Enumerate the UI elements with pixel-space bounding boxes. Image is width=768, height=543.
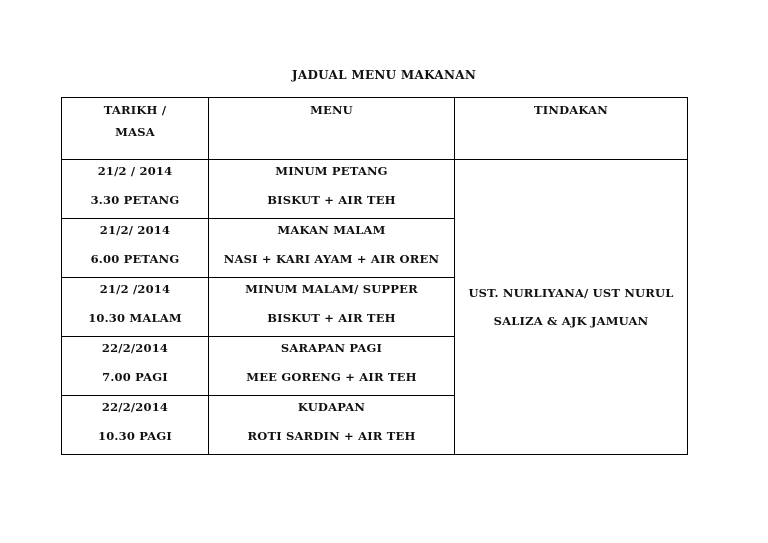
row-menu-title: KUDAPAN [297, 400, 366, 414]
menu-cell [209, 219, 455, 278]
table-row [62, 160, 688, 219]
row-time: 6.00 PETANG [90, 252, 180, 266]
row-menu-title: SARAPAN PAGI [280, 341, 383, 355]
row-time: 10.30 PAGI [98, 429, 172, 443]
header-tindakan-label: TINDAKAN [534, 103, 608, 117]
header-menu [209, 98, 455, 160]
menu-cell [209, 278, 455, 337]
date-time-cell [62, 219, 209, 278]
table-header-row [62, 98, 688, 160]
menu-cell [209, 396, 455, 455]
row-menu-items: ROTI SARDIN + AIR TEH [247, 429, 416, 443]
row-menu-items: BISKUT + AIR TEH [267, 311, 396, 325]
row-time: 7.00 PAGI [102, 370, 168, 384]
header-tindakan [455, 98, 688, 160]
header-masa-label: MASA [115, 125, 155, 139]
date-time-cell [62, 396, 209, 455]
row-menu-title: MINUM PETANG [275, 164, 388, 178]
header-tarikh-masa [62, 98, 209, 160]
row-time: 10.30 MALAM [88, 311, 182, 325]
row-time: 3.30 PETANG [90, 193, 180, 207]
tindakan-line-1: UST. NURLIYANA/ UST NURUL [468, 286, 674, 300]
row-date: 21/2 /2014 [99, 282, 171, 296]
date-time-cell [62, 160, 209, 219]
row-menu-title: MAKAN MALAM [277, 223, 386, 237]
menu-schedule-table [61, 97, 688, 455]
header-menu-label: MENU [310, 103, 353, 117]
row-date: 21/2/ 2014 [99, 223, 171, 237]
row-menu-items: BISKUT + AIR TEH [267, 193, 396, 207]
row-menu-title: MINUM MALAM/ SUPPER [245, 282, 418, 296]
row-date: 21/2 / 2014 [97, 164, 173, 178]
menu-cell [209, 337, 455, 396]
row-date: 22/2/2014 [101, 341, 169, 355]
menu-cell [209, 160, 455, 219]
row-date: 22/2/2014 [101, 400, 169, 414]
tindakan-cell [455, 160, 688, 455]
tindakan-line-2: SALIZA & AJK JAMUAN [493, 314, 649, 328]
date-time-cell [62, 337, 209, 396]
header-tarikh-label: TARIKH / [103, 103, 167, 117]
row-menu-items: MEE GORENG + AIR TEH [246, 370, 417, 384]
page-title: JADUAL MENU MAKANAN [291, 68, 477, 82]
date-time-cell [62, 278, 209, 337]
row-menu-items: NASI + KARI AYAM + AIR OREN [223, 252, 440, 266]
